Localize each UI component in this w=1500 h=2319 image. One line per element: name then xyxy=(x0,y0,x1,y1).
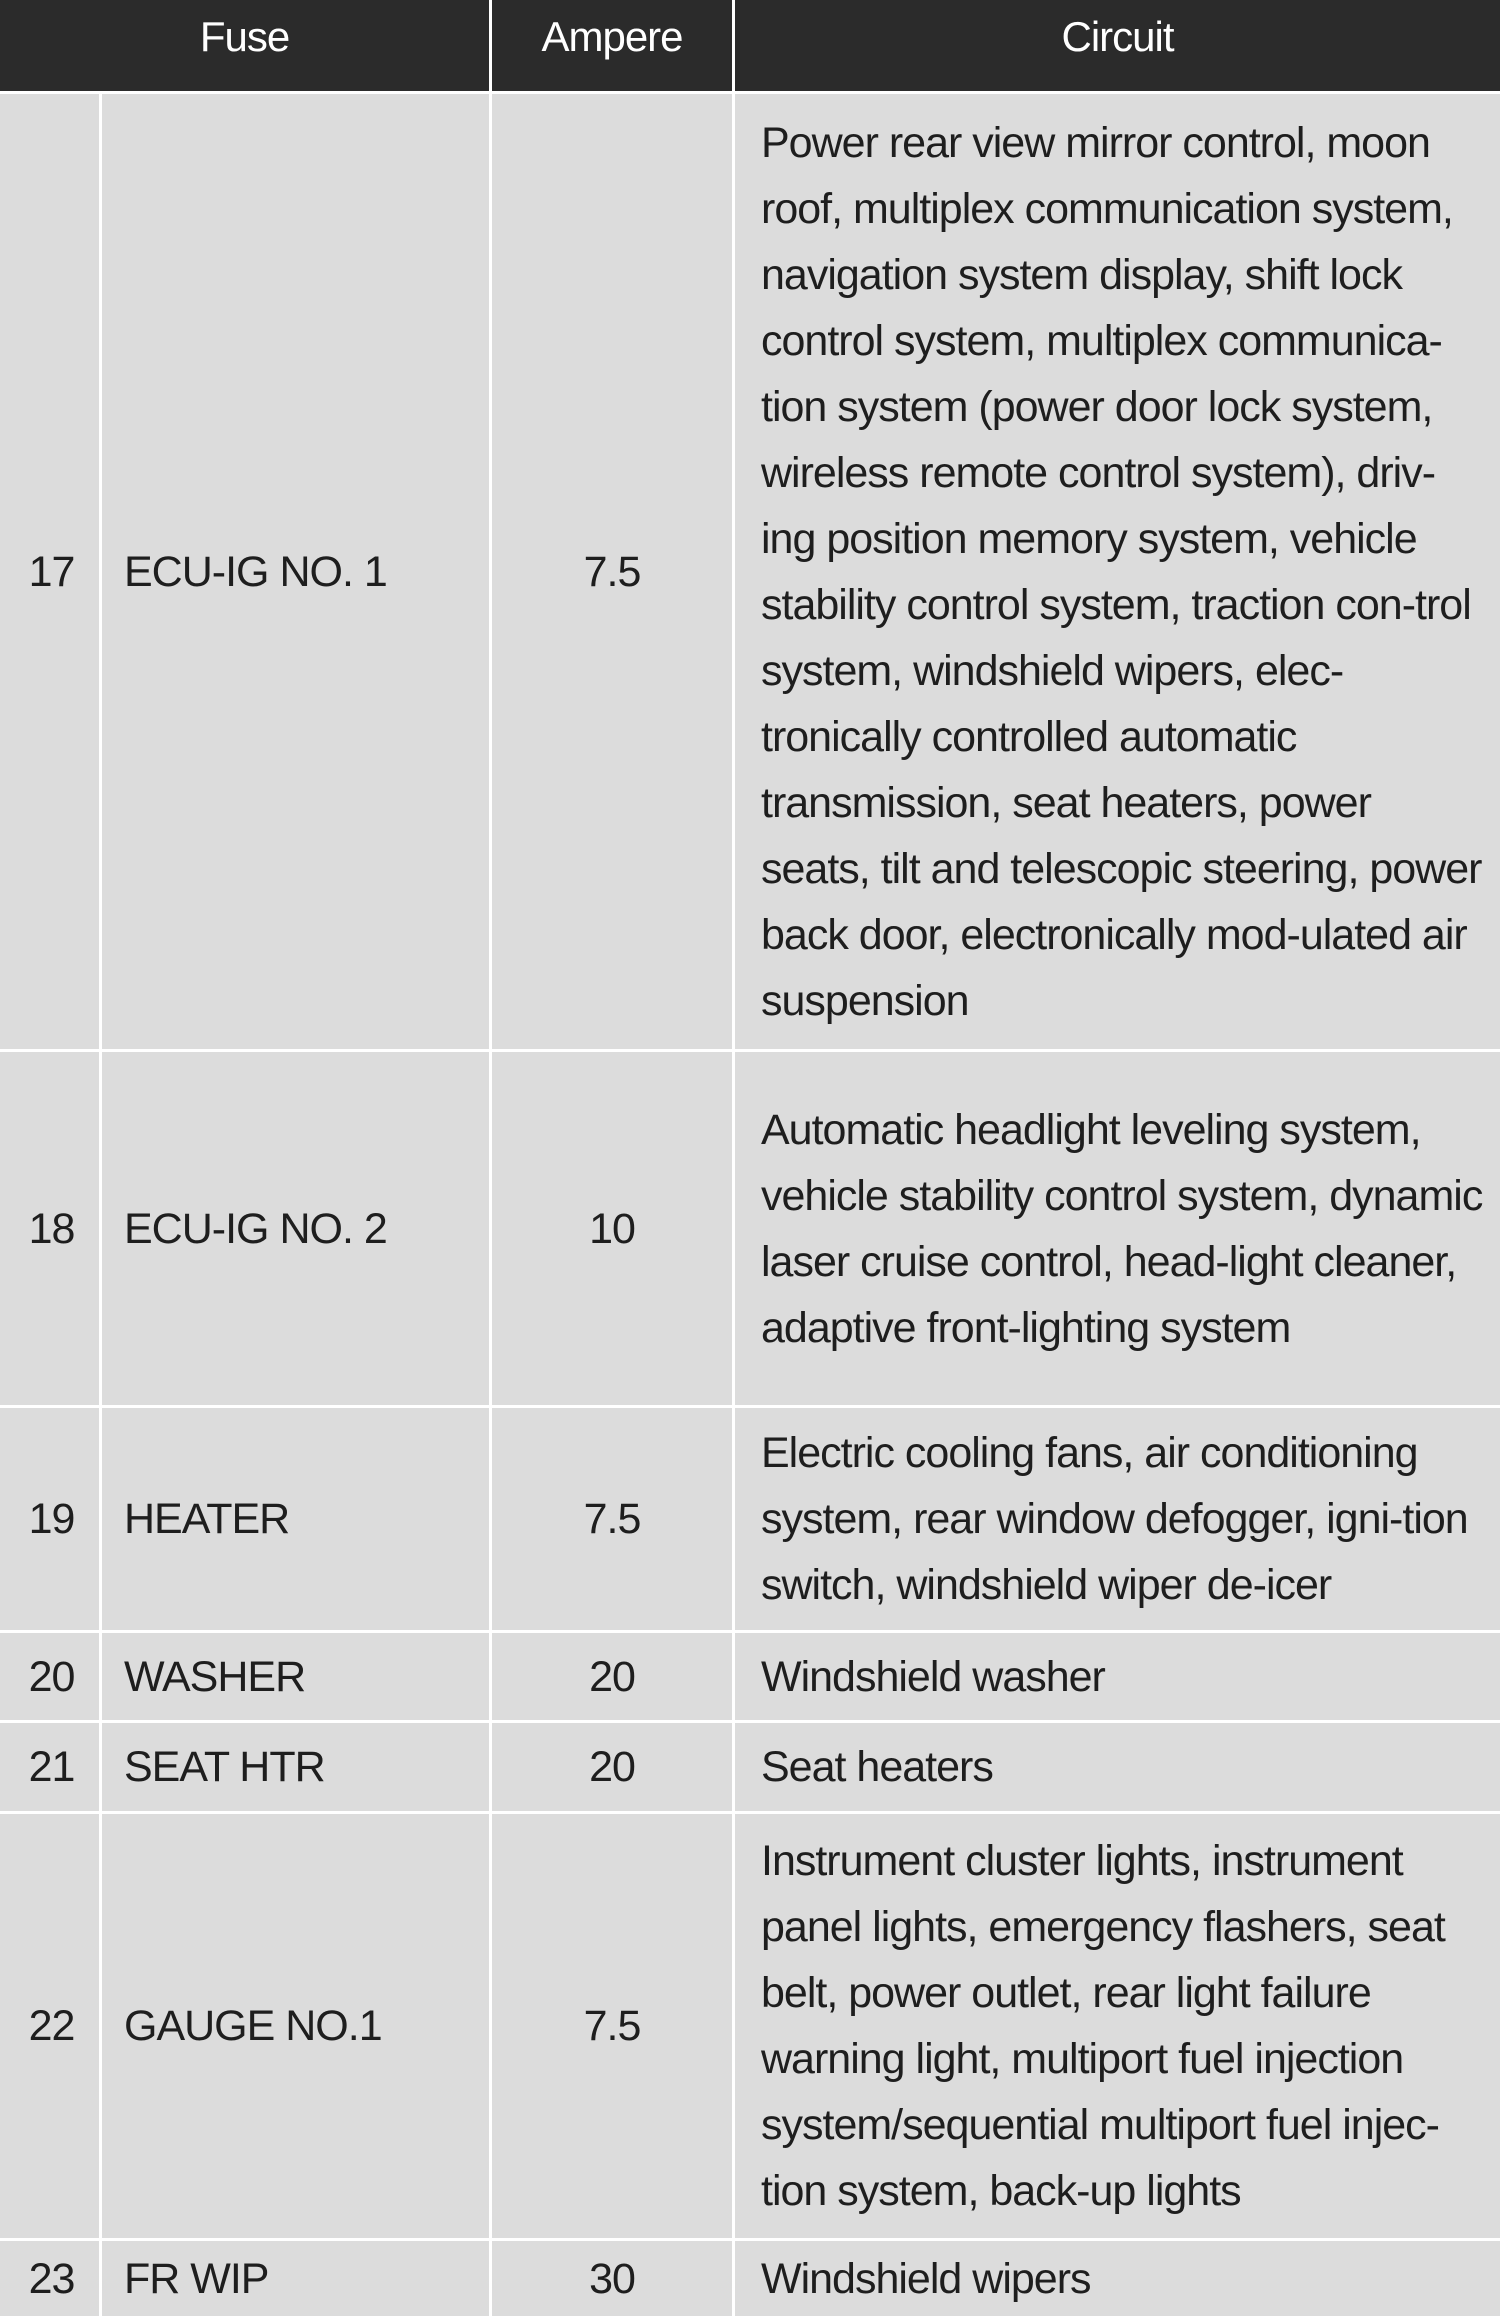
fuse-number: 18 xyxy=(0,1052,102,1408)
circuit-text: Windshield washer xyxy=(761,1652,1105,1701)
fuse-name: HEATER xyxy=(102,1408,492,1633)
fuse-ampere: 20 xyxy=(492,1723,735,1814)
circuit-text: Instrument cluster lights, instrument panel lights, emergency flashers, seat belt, power outlet, rear light failure warning light, multiport fuel injection system/sequential multiport fuel injec-tion system, back-up lights xyxy=(761,1837,1445,2215)
fuse-ampere: 20 xyxy=(492,1633,735,1723)
fuse-number: 19 xyxy=(0,1408,102,1633)
fuse-ampere: 7.5 xyxy=(492,94,735,1052)
fuse-circuit xyxy=(735,1052,1500,1408)
fuse-ampere: 7.5 xyxy=(492,1814,735,2241)
circuit-text: Seat heaters xyxy=(761,1743,993,1791)
fuse-circuit xyxy=(735,1408,1500,1633)
fuse-number: 21 xyxy=(0,1723,102,1814)
circuit-text: Electric cooling fans, air conditioning system, rear window defogger, igni-tion switch, windshield wiper de-icer xyxy=(761,1429,1468,1609)
fuse-name: SEAT HTR xyxy=(102,1723,492,1814)
fuse-name: FR WIP xyxy=(102,2241,492,2319)
circuit-text: Windshield wipers xyxy=(761,2254,1091,2303)
fuse-name: ECU-IG NO. 2 xyxy=(102,1052,492,1408)
header-circuit: Circuit xyxy=(735,0,1500,94)
fuse-number: 22 xyxy=(0,1814,102,2241)
fuse-name: ECU-IG NO. 1 xyxy=(102,94,492,1052)
fuse-number: 20 xyxy=(0,1633,102,1723)
circuit-text: Power rear view mirror control, moon roof, multiplex communication system, navigation system display, shift lock control system, multiplex communica-tion system (power door lock system, wireless remote control system), driv-ing position memory system, vehicle stability control system, traction con-trol system, windshield wipers, elec-tronically controlled automatic transmission, seat heaters, power seats, tilt and telescopic steering, power back door, electronically mod-ulated air suspension xyxy=(761,118,1482,1025)
fuse-name: WASHER xyxy=(102,1633,492,1723)
fuse-number: 23 xyxy=(0,2241,102,2319)
fuse-circuit xyxy=(735,1814,1500,2241)
fuse-circuit xyxy=(735,2241,1500,2319)
fuse-ampere: 30 xyxy=(492,2241,735,2319)
fuse-circuit xyxy=(735,94,1500,1052)
fuse-circuit xyxy=(735,1633,1500,1723)
header-fuse: Fuse xyxy=(0,0,492,94)
header-ampere: Ampere xyxy=(492,0,735,94)
fuse-circuit xyxy=(735,1723,1500,1814)
fuse-ampere: 7.5 xyxy=(492,1408,735,1633)
fuse-number: 17 xyxy=(0,94,102,1052)
circuit-text: Automatic headlight leveling system, vehicle stability control system, dynamic laser cruise control, head-light cleaner, adaptive front-lighting system xyxy=(761,1105,1483,1352)
fuse-name: GAUGE NO.1 xyxy=(102,1814,492,2241)
fuse-ampere: 10 xyxy=(492,1052,735,1408)
